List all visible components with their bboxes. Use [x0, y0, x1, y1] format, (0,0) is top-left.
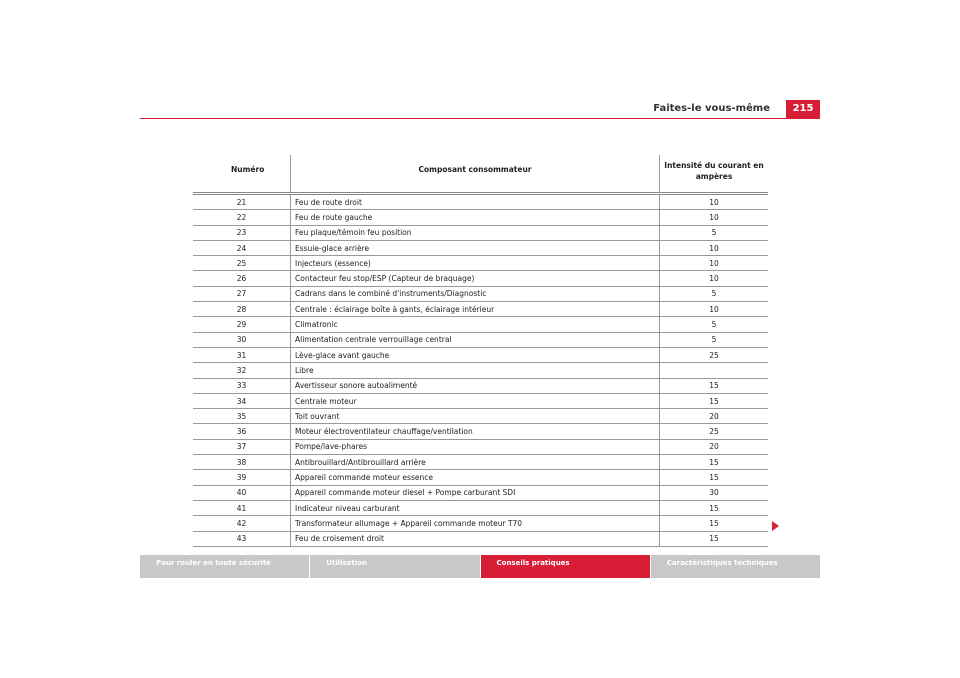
table-row	[193, 317, 768, 332]
fuse-amperage: 5	[660, 225, 769, 240]
fuse-number: 41	[193, 500, 291, 515]
fuse-component: Feu de route droit	[291, 194, 660, 210]
fuse-component: Moteur électroventilateur chauffage/ventilation	[291, 424, 660, 439]
fuse-amperage: 30	[660, 485, 769, 500]
table-body	[193, 194, 768, 547]
footer-tab-utilisation[interactable]: Utilisation	[310, 555, 479, 578]
table-row	[193, 210, 768, 225]
fuse-component: Indicateur niveau carburant	[291, 500, 660, 515]
fuse-number: 28	[193, 302, 291, 317]
footer-tab-securite[interactable]: Pour rouler en toute sécurité	[140, 555, 309, 578]
fuse-amperage: 15	[660, 500, 769, 515]
table-row	[193, 409, 768, 424]
fuse-component: Appareil commande moteur essence	[291, 470, 660, 485]
table-row	[193, 470, 768, 485]
table-row	[193, 500, 768, 515]
table-row	[193, 286, 768, 301]
fuse-component: Transformateur allumage + Appareil commande moteur T70	[291, 516, 660, 531]
column-header-component: Composant consommateur	[291, 155, 660, 194]
table-row	[193, 332, 768, 347]
table-row	[193, 194, 768, 210]
table-row	[193, 439, 768, 454]
fuse-number: 24	[193, 240, 291, 255]
fuse-number: 29	[193, 317, 291, 332]
fuse-component: Injecteurs (essence)	[291, 256, 660, 271]
fuse-component: Centrale : éclairage boîte à gants, éclairage intérieur	[291, 302, 660, 317]
table-row	[193, 302, 768, 317]
fuse-component: Avertisseur sonore autoalimenté	[291, 378, 660, 393]
footer-tab-caracteristiques[interactable]: Caractéristiques techniques	[651, 555, 820, 578]
footer-tab-conseils[interactable]: Conseils pratiques	[481, 555, 650, 578]
table-row	[193, 225, 768, 240]
fuse-number: 26	[193, 271, 291, 286]
fuse-amperage: 10	[660, 194, 769, 210]
table-header-row	[193, 155, 768, 194]
fuse-number: 31	[193, 347, 291, 362]
fuse-amperage: 15	[660, 470, 769, 485]
table-row	[193, 516, 768, 531]
table-row	[193, 271, 768, 286]
fuse-table	[193, 155, 768, 547]
header-divider	[140, 118, 820, 119]
fuse-amperage: 5	[660, 286, 769, 301]
table-row	[193, 531, 768, 546]
fuse-component: Feu de route gauche	[291, 210, 660, 225]
fuse-component: Libre	[291, 363, 660, 378]
fuse-amperage: 10	[660, 271, 769, 286]
fuse-amperage: 15	[660, 378, 769, 393]
fuse-number: 36	[193, 424, 291, 439]
fuse-component: Climatronic	[291, 317, 660, 332]
fuse-component: Alimentation centrale verrouillage central	[291, 332, 660, 347]
fuse-number: 21	[193, 194, 291, 210]
footer-nav	[140, 555, 820, 578]
fuse-amperage: 15	[660, 455, 769, 470]
fuse-amperage: 25	[660, 424, 769, 439]
fuse-amperage: 5	[660, 332, 769, 347]
fuse-component: Feu plaque/témoin feu position	[291, 225, 660, 240]
page-title: Faites-le vous-même	[653, 103, 770, 114]
fuse-amperage: 10	[660, 256, 769, 271]
fuse-number: 39	[193, 470, 291, 485]
fuse-component: Cadrans dans le combiné d'instruments/Diagnostic	[291, 286, 660, 301]
fuse-number: 22	[193, 210, 291, 225]
fuse-component: Toit ouvrant	[291, 409, 660, 424]
fuse-number: 30	[193, 332, 291, 347]
table-row	[193, 347, 768, 362]
fuse-amperage: 20	[660, 439, 769, 454]
fuse-component: Contacteur feu stop/ESP (Capteur de braquage)	[291, 271, 660, 286]
column-header-number: Numéro	[193, 155, 291, 194]
fuse-amperage: 10	[660, 210, 769, 225]
fuse-number: 32	[193, 363, 291, 378]
fuse-number: 33	[193, 378, 291, 393]
fuse-amperage: 15	[660, 516, 769, 531]
fuse-amperage: 20	[660, 409, 769, 424]
fuse-amperage	[660, 363, 769, 378]
fuse-amperage: 15	[660, 393, 769, 408]
table-row	[193, 393, 768, 408]
fuse-component: Lève-glace avant gauche	[291, 347, 660, 362]
table-row	[193, 485, 768, 500]
fuse-component: Feu de croisement droit	[291, 531, 660, 546]
fuse-component: Essuie-glace arrière	[291, 240, 660, 255]
fuse-amperage: 15	[660, 531, 769, 546]
fuse-number: 43	[193, 531, 291, 546]
table-row	[193, 363, 768, 378]
fuse-number: 40	[193, 485, 291, 500]
table-row	[193, 240, 768, 255]
fuse-number: 38	[193, 455, 291, 470]
fuse-amperage: 10	[660, 302, 769, 317]
fuse-component: Centrale moteur	[291, 393, 660, 408]
fuse-amperage: 5	[660, 317, 769, 332]
fuse-component: Appareil commande moteur diesel + Pompe carburant SDI	[291, 485, 660, 500]
fuse-amperage: 10	[660, 240, 769, 255]
fuse-number: 34	[193, 393, 291, 408]
fuse-number: 37	[193, 439, 291, 454]
triangle-right-icon[interactable]	[772, 521, 779, 531]
column-header-amperage: Intensité du courant en ampères	[660, 155, 769, 194]
fuse-amperage: 25	[660, 347, 769, 362]
fuse-number: 35	[193, 409, 291, 424]
fuse-number: 42	[193, 516, 291, 531]
fuse-number: 25	[193, 256, 291, 271]
table-row	[193, 256, 768, 271]
fuse-component: Pompe/lave-phares	[291, 439, 660, 454]
table-row	[193, 378, 768, 393]
page-number: 215	[786, 100, 820, 118]
fuse-component: Antibrouillard/Antibrouillard arrière	[291, 455, 660, 470]
table-row	[193, 455, 768, 470]
table-row	[193, 424, 768, 439]
fuse-number: 27	[193, 286, 291, 301]
fuse-number: 23	[193, 225, 291, 240]
